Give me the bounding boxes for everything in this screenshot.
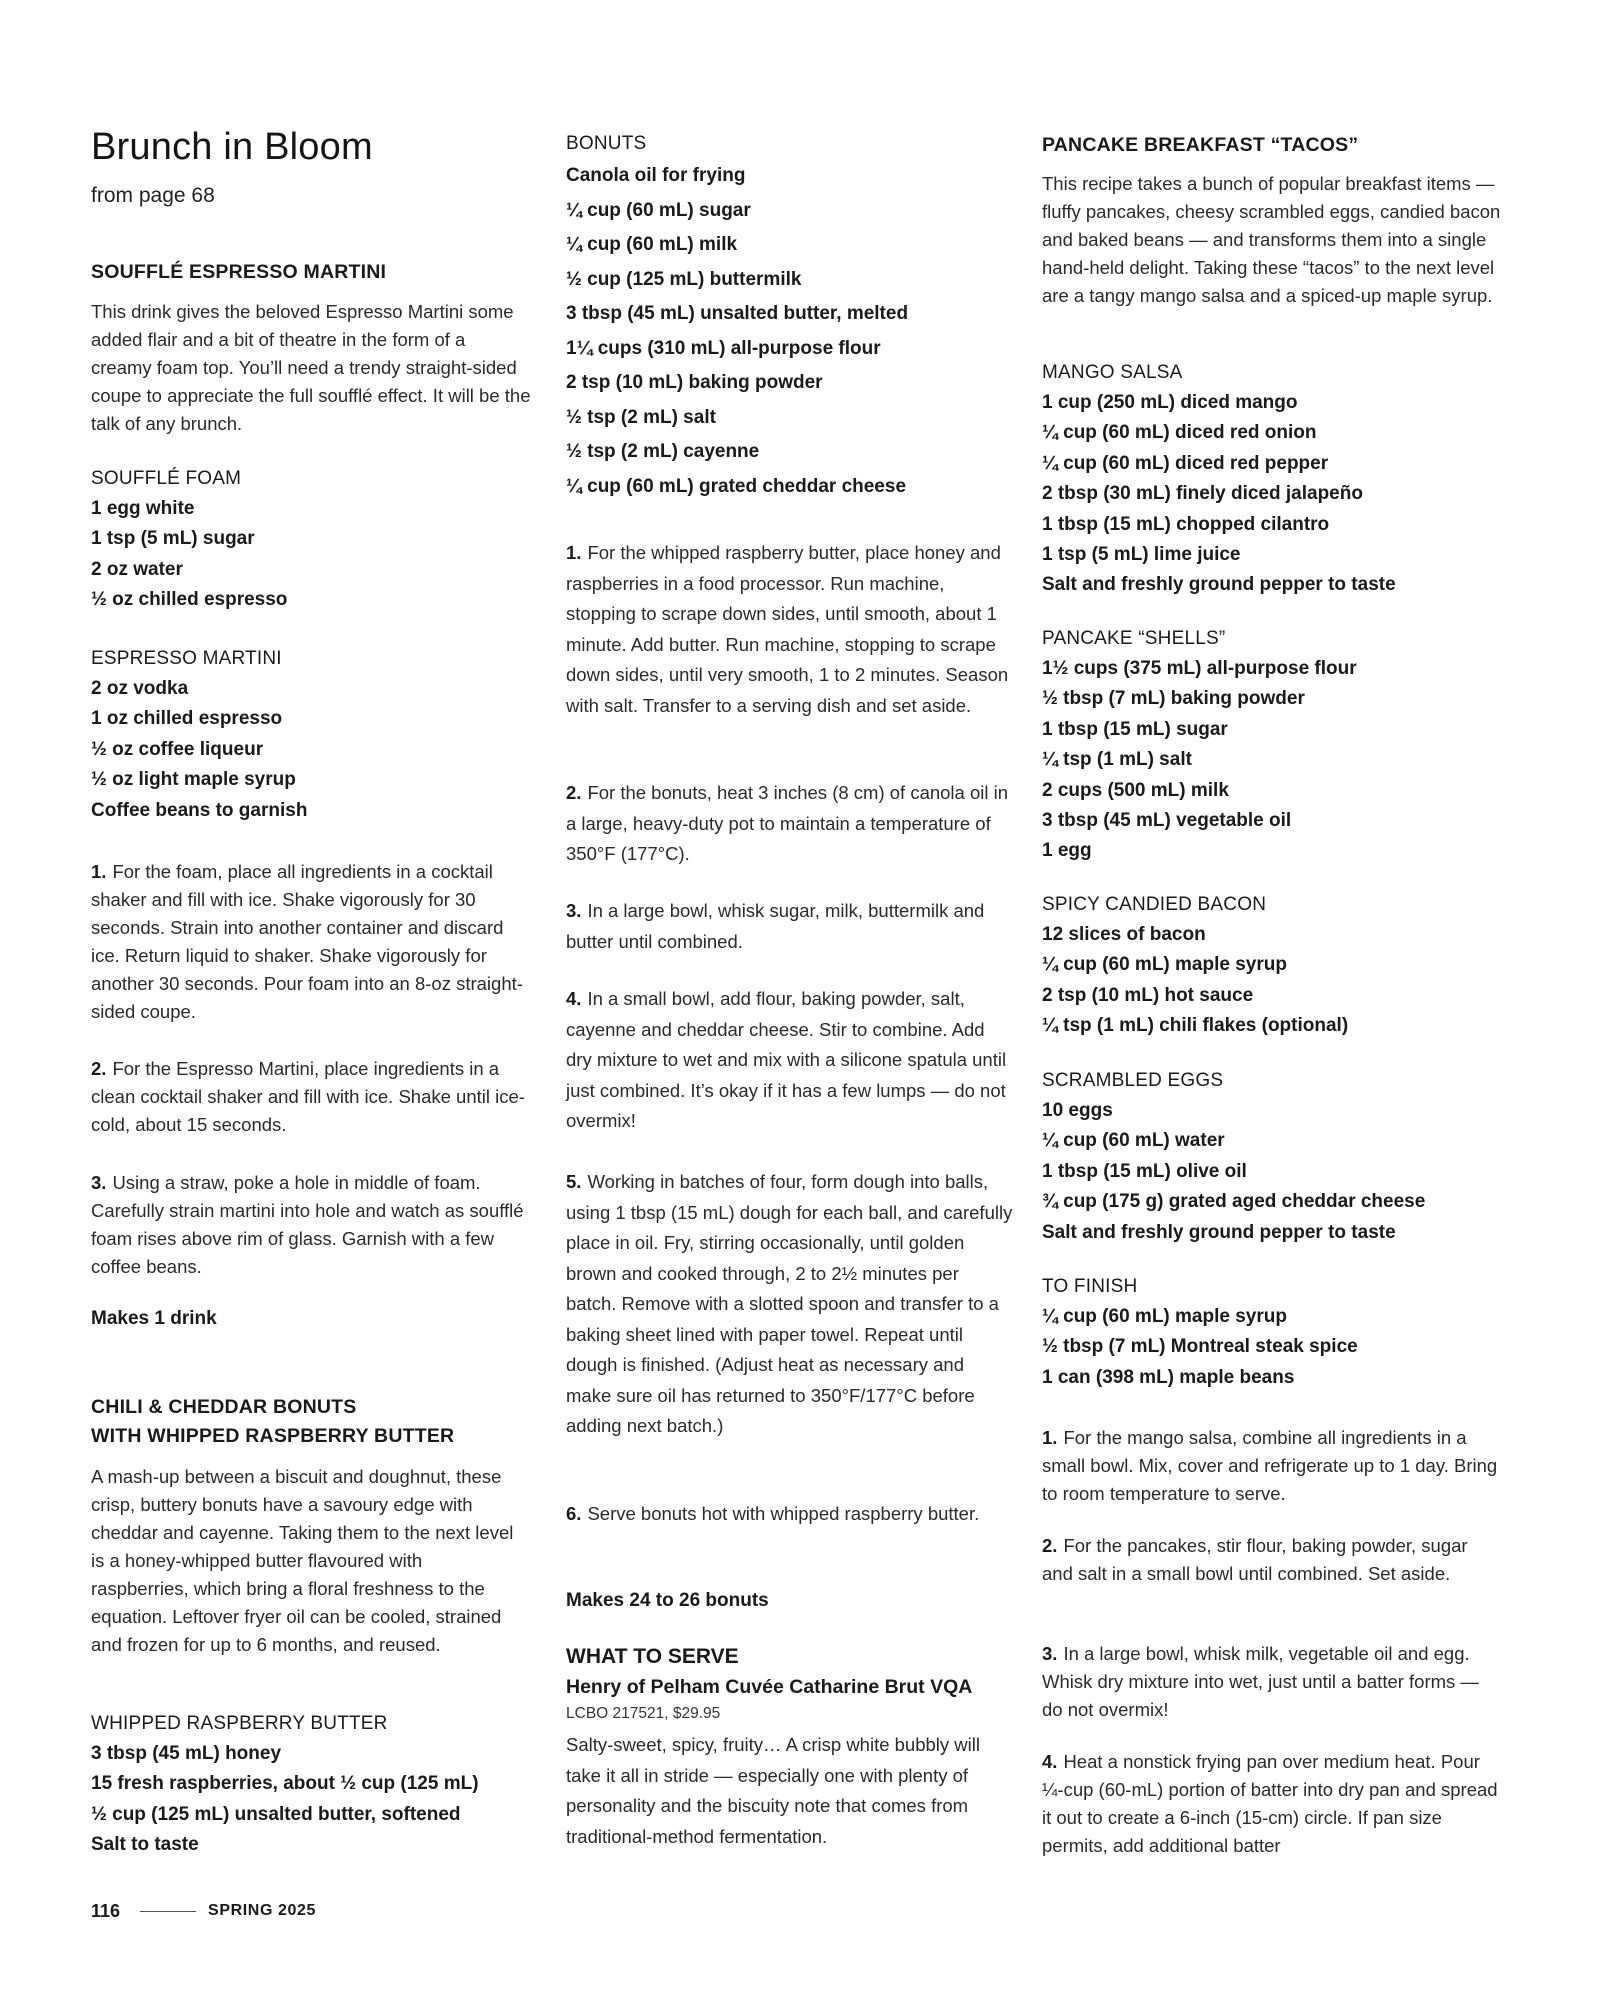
step-number: 6. [566, 1503, 582, 1524]
bonuts-heading [91, 1393, 454, 1451]
ingredient: Canola oil for frying [566, 165, 746, 186]
bonuts-step [566, 896, 1014, 957]
step-number: 4. [566, 988, 582, 1009]
ingredient: ½ oz light maple syrup [91, 769, 296, 791]
ingredient: 1 tsp (5 mL) sugar [91, 528, 255, 550]
ingredient: ¼ tsp (1 mL) salt [1042, 749, 1192, 771]
step-number: 1. [1042, 1427, 1058, 1448]
ingredient: 2 tbsp (30 mL) finely diced jalapeño [1042, 483, 1363, 505]
tacos-step [1042, 1424, 1504, 1508]
ingredient: 15 fresh raspberries, about ½ cup (125 mL) [91, 1773, 479, 1795]
candied-bacon-ingredients [1042, 920, 1348, 1042]
ingredient: 3 tbsp (45 mL) unsalted butter, melted [566, 303, 909, 324]
step-number: 1. [91, 861, 107, 882]
step-number: 3. [91, 1172, 107, 1193]
bonuts-heading-line1: CHILI & CHEDDAR BONUTS [91, 1396, 357, 1418]
ingredient: 1 tsp (5 mL) lime juice [1042, 544, 1241, 566]
page-footer [91, 1896, 316, 1926]
tacos-step [1042, 1532, 1482, 1588]
step-number: 5. [566, 1171, 582, 1192]
pancake-shells-ingredients [1042, 654, 1357, 867]
step-text: For the bonuts, heat 3 inches (8 cm) of canola oil in a large, heavy-duty pot to maintain a temperature of 350°F (177°C). [566, 782, 1009, 864]
mango-salsa-ingredients [1042, 388, 1396, 601]
ingredient: ¼ cup (60 mL) maple syrup [1042, 954, 1287, 976]
scrambled-eggs-ingredients [1042, 1096, 1425, 1248]
ingredient: 2 tsp (10 mL) hot sauce [1042, 984, 1254, 1006]
wine-name: Henry of Pelham Cuvée Catharine Brut VQA [566, 1676, 973, 1698]
bonuts-step [566, 778, 1014, 870]
step-text: For the pancakes, stir flour, baking powder, sugar and salt in a small bowl until combined. Set aside. [1042, 1535, 1468, 1584]
bonuts-step [566, 1499, 1014, 1530]
tacos-intro: This recipe takes a bunch of popular breakfast items — fluffy pancakes, cheesy scrambled eggs, candied bacon and baked beans — and transforms them into a single hand-held delight. Taking these “tacos” to the next level are a tangy mango salsa and a spiced-up maple syrup. [1042, 173, 1501, 306]
scrambled-eggs-heading: SCRAMBLED EGGS [1042, 1070, 1224, 1091]
espresso-martini-heading: ESPRESSO MARTINI [91, 648, 282, 669]
to-finish-heading: TO FINISH [1042, 1276, 1138, 1297]
step-number: 3. [566, 900, 582, 921]
ingredient: Salt and freshly ground pepper to taste [1042, 1221, 1396, 1243]
ingredient: 10 eggs [1042, 1100, 1113, 1121]
ingredient: 2 tsp (10 mL) baking powder [566, 372, 823, 393]
step-text: For the foam, place all ingredients in a cocktail shaker and fill with ice. Shake vigorously for 30 seconds. Strain into another container and discard ice. Return liquid to shaker. Shake vigorously for another 30 seconds. Pour foam into an 8-oz straight-sided coupe. [91, 861, 523, 1022]
ingredient: 2 oz vodka [91, 678, 189, 699]
ingredient: ½ oz coffee liqueur [91, 738, 264, 760]
bonuts-step [566, 984, 1014, 1137]
ingredient: Coffee beans to garnish [91, 799, 308, 821]
ingredient: 1 tbsp (15 mL) chopped cilantro [1042, 513, 1330, 535]
ingredient: 1 tbsp (15 mL) sugar [1042, 718, 1228, 740]
ingredient: ¾ cup (175 g) grated aged cheddar cheese [1042, 1191, 1426, 1213]
espresso-martini-ingredients [91, 674, 307, 826]
ingredient: 3 tbsp (45 mL) honey [91, 1743, 282, 1764]
ingredient: 1 can (398 mL) maple beans [1042, 1366, 1295, 1388]
ingredient: ¼ cup (60 mL) diced red onion [1042, 422, 1317, 444]
bonuts-intro: A mash-up between a biscuit and doughnut, these crisp, buttery bonuts have a savoury edge with cheddar and cayenne. Taking them to the next level is a honey-whipped butter flavoured with raspberries, which bring a floral freshness to the equation. Leftover fryer oil can be cooled, strained and frozen for up to 6 months, and reused. [91, 1466, 514, 1655]
ingredient: 1½ cups (375 mL) all-purpose flour [1042, 658, 1357, 679]
ingredient: ½ tsp (2 mL) cayenne [566, 441, 760, 462]
ingredient: 12 slices of bacon [1042, 924, 1206, 945]
ingredient: ¼ cup (60 mL) grated cheddar cheese [566, 475, 907, 497]
ingredient: ¼ cup (60 mL) water [1042, 1130, 1225, 1152]
mango-salsa-heading: MANGO SALSA [1042, 362, 1183, 383]
ingredient: 1 oz chilled espresso [91, 708, 283, 730]
step-number: 1. [566, 542, 582, 563]
ingredient: ½ cup (125 mL) unsalted butter, softened [91, 1803, 461, 1825]
footer-divider [140, 1911, 196, 1912]
article-title: Brunch in Bloom [91, 126, 373, 168]
step-text: Working in batches of four, form dough into balls, using 1 tbsp (15 mL) dough for each ball, and carefully place in oil. Fry, stirring occasionally, until golden brown and cooked through, 2 to 2½ minutes per batch. Remove with a slotted spoon and transfer to a baking sheet lined with paper towel. Repeat until dough is finished. (Adjust heat as necessary and make sure oil has returned to 350°F/177°C before adding next batch.) [566, 1171, 1013, 1436]
page-number: 116 [91, 1900, 121, 1921]
pancake-shells-heading: PANCAKE “SHELLS” [1042, 628, 1226, 649]
step-text: For the mango salsa, combine all ingredients in a small bowl. Mix, cover and refrigerate up to 1 day. Bring to room temperature to serve. [1042, 1427, 1498, 1504]
ingredient: ½ tbsp (7 mL) Montreal steak spice [1042, 1336, 1358, 1358]
bonuts-step [566, 538, 1014, 721]
bonuts-yield: Makes 24 to 26 bonuts [566, 1590, 769, 1611]
step-number: 4. [1042, 1751, 1058, 1772]
ingredient: ¼ tsp (1 mL) chili flakes (optional) [1042, 1015, 1349, 1037]
step-number: 2. [91, 1058, 107, 1079]
ingredient: 1 tbsp (15 mL) olive oil [1042, 1160, 1247, 1182]
ingredient: ½ tbsp (7 mL) baking powder [1042, 688, 1305, 710]
candied-bacon-heading: SPICY CANDIED BACON [1042, 894, 1267, 915]
step-number: 2. [566, 782, 582, 803]
ingredient: ¼ cup (60 mL) milk [566, 234, 738, 255]
ingredient: Salt and freshly ground pepper to taste [1042, 574, 1396, 596]
martini-step [91, 1055, 533, 1139]
bonuts-ingredients [566, 159, 908, 504]
issue-label: SPRING 2025 [208, 1902, 317, 1919]
wine-description: Salty-sweet, spicy, fruity… A crisp white bubbly will take it all in stride — especially one with plenty of personality and the biscuity note that comes from traditional-method fermentation. [566, 1734, 980, 1847]
step-text: Using a straw, poke a hole in middle of foam. Carefully strain martini into hole and watch as soufflé foam rises above rim of glass. Garnish with a few coffee beans. [91, 1172, 524, 1277]
ingredient: ¼ cup (60 mL) maple syrup [1042, 1306, 1287, 1327]
step-text: In a large bowl, whisk sugar, milk, buttermilk and butter until combined. [566, 900, 985, 952]
to-finish-ingredients [1042, 1302, 1358, 1393]
bonuts-ingredients-heading: BONUTS [566, 133, 647, 154]
tacos-step [1042, 1748, 1504, 1860]
bonuts-step [566, 1167, 1014, 1442]
souffle-foam-ingredients [91, 494, 287, 616]
raspberry-butter-heading: WHIPPED RASPBERRY BUTTER [91, 1713, 388, 1734]
bonuts-heading-line2: WITH WHIPPED RASPBERRY BUTTER [91, 1425, 455, 1447]
ingredient: Salt to taste [91, 1834, 199, 1856]
step-number: 3. [1042, 1643, 1058, 1664]
ingredient: ½ cup (125 mL) buttermilk [566, 268, 802, 290]
step-text: For the whipped raspberry butter, place honey and raspberries in a food processor. Run machine, stopping to scrape down sides, until smooth, about 1 minute. Add butter. Run machine, stopping to scrape down sides, until very smooth, 1 to 2 minutes. Season with salt. Transfer to a serving dish and set aside. [566, 542, 1009, 716]
raspberry-butter-ingredients [91, 1739, 479, 1861]
step-number: 2. [1042, 1535, 1058, 1556]
souffle-martini-heading: SOUFFLÉ ESPRESSO MARTINI [91, 261, 387, 283]
step-text: In a small bowl, add flour, baking powder, salt, cayenne and cheddar cheese. Stir to combine. Add dry mixture to wet and mix with a silicone spatula until just combined. It’s okay if it has a few lumps — do not overmix! [566, 988, 1007, 1131]
ingredient: 1 egg white [91, 498, 195, 519]
ingredient: ½ oz chilled espresso [91, 589, 288, 611]
what-to-serve-heading: WHAT TO SERVE [566, 1645, 739, 1668]
step-text: In a large bowl, whisk milk, vegetable oil and egg. Whisk dry mixture into wet, just until a batter forms — do not overmix! [1042, 1643, 1479, 1720]
ingredient: ½ tsp (2 mL) salt [566, 406, 716, 428]
ingredient: 1 cup (250 mL) diced mango [1042, 392, 1298, 413]
ingredient: 2 cups (500 mL) milk [1042, 779, 1229, 801]
ingredient: ¼ cup (60 mL) sugar [566, 199, 751, 221]
tacos-heading: PANCAKE BREAKFAST “TACOS” [1042, 134, 1359, 156]
souffle-foam-heading: SOUFFLÉ FOAM [91, 468, 242, 489]
step-text: Serve bonuts hot with whipped raspberry butter. [587, 1503, 980, 1524]
step-text: For the Espresso Martini, place ingredients in a clean cocktail shaker and fill with ice. Shake until ice-cold, about 15 seconds. [91, 1058, 525, 1135]
ingredient: 1¼ cups (310 mL) all-purpose flour [566, 337, 881, 359]
ingredient: 3 tbsp (45 mL) vegetable oil [1042, 810, 1292, 832]
step-text: Heat a nonstick frying pan over medium heat. Pour ¼-cup (60-mL) portion of batter into dry pan and spread it out to create a 6-inch (15-cm) circle. If pan size permits, add additional batter [1042, 1751, 1498, 1856]
ingredient: 2 oz water [91, 558, 183, 580]
wine-lcbo-info: LCBO 217521, $29.95 [566, 1705, 721, 1722]
ingredient: 1 egg [1042, 840, 1092, 862]
martini-step [91, 1169, 533, 1281]
martini-yield: Makes 1 drink [91, 1308, 217, 1329]
article-subtitle: from page 68 [91, 184, 215, 207]
tacos-step [1042, 1640, 1494, 1724]
martini-step [91, 858, 533, 1026]
souffle-martini-intro: This drink gives the beloved Espresso Martini some added flair and a bit of theatre in the form of a creamy foam top. You’ll need a trendy straight-sided coupe to appreciate the full soufflé effect. It will be the talk of any brunch. [91, 301, 531, 434]
ingredient: ¼ cup (60 mL) diced red pepper [1042, 452, 1329, 474]
